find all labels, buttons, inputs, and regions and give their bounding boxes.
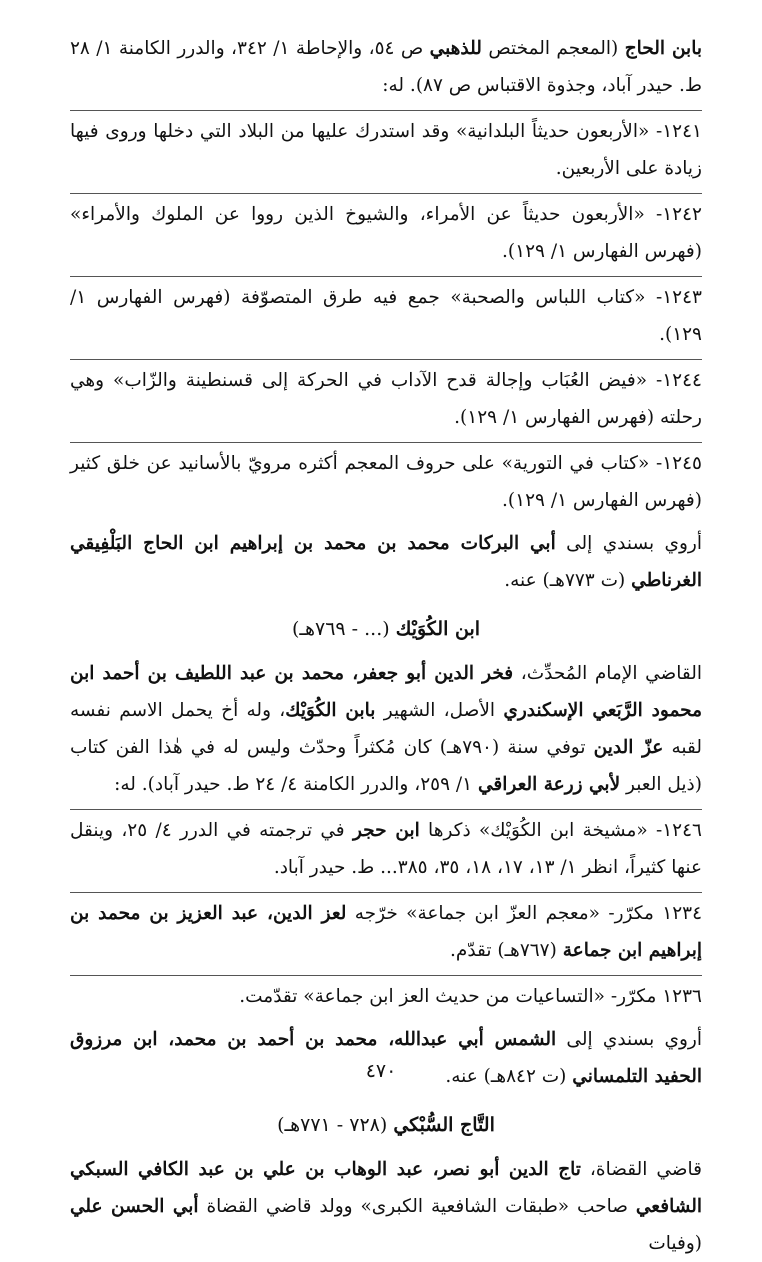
text-run: ١٢٣٤ مكرّر- «معجم العزّ ابن جماعة» خرّجه xyxy=(346,903,703,924)
bold-name: لأبي زرعة العراقي xyxy=(477,774,621,795)
text-run: في ترجمته في الدرر ٤/ ٢٥، وينقل عنها كثيراً، انظر ١/ ١٣، ١٧، ١٨، ٣٥، ٣٨٥... ط. حيدر آباد. xyxy=(70,820,702,878)
book-entry-1236-repeat: ١٢٣٦ مكرّر- «التساعيات من حديث العز ابن جماعة» تقدّمت. xyxy=(70,975,702,1015)
text-run: أروي بسندي إلى xyxy=(556,1029,702,1050)
text-run: (٧٦٧هـ) تقدّم. xyxy=(449,940,563,961)
page-number: ٤٧٠ xyxy=(365,1060,397,1082)
text-run: الأصل، الشهير xyxy=(375,700,504,721)
bold-name: أبي الحسن علي xyxy=(70,1196,199,1217)
book-entry-1244: ١٢٤٤- «فيض العُبَاب وإجالة قدح الآداب في الحركة إلى قسنطينة والزّاب» وهي رحلته (فهرس الفهارس ١/ ١٢٩). xyxy=(70,359,702,436)
text-run: صاحب «طبقات الشافعية الكبرى» وولد قاضي القضاة xyxy=(198,1196,636,1217)
bold-name: للذهبي xyxy=(429,38,482,59)
heading-dates: (٧٢٨ - ٧٧١هـ) xyxy=(277,1114,394,1136)
text-run: توفي سنة (٧٩٠هـ) كان مُكثراً وحدّث وليس له في هٰذا الفن كتاب (ذيل العبر xyxy=(70,737,702,795)
intro-paragraph xyxy=(70,30,702,104)
bold-name: ابن حجر xyxy=(352,820,420,841)
biography-paragraph xyxy=(70,1151,702,1262)
text-run: (ت ٧٧٣هـ) عنه. xyxy=(504,570,632,591)
text-run: (المعجم المختص xyxy=(481,38,625,59)
bold-name: عزّ الدين xyxy=(593,737,664,758)
bold-name: بابن الحاج xyxy=(624,38,702,59)
heading-name: ابن الكُوَيْك xyxy=(395,618,481,640)
heading-dates: (... - ٧٦٩هـ) xyxy=(291,618,396,640)
book-entry-1243: ١٢٤٣- «كتاب اللباس والصحبة» جمع فيه طرق المتصوّفة (فهرس الفهارس ١/ ١٢٩). xyxy=(70,276,702,353)
section-heading-taj-subki xyxy=(70,1105,702,1145)
text-run: ، وله أخ يحمل الاسم نفسه لقبه xyxy=(70,700,702,758)
biography-paragraph xyxy=(70,655,702,803)
text-run: (وفيات xyxy=(648,1233,702,1254)
book-entry-1241: ١٢٤١- «الأربعون حديثاً البلدانية» وقد استدرك عليها من البلاد التي دخلها وروى فيها زيادة على الأربعين. xyxy=(70,110,702,187)
heading-name: التَّاج السُّبْكي xyxy=(393,1114,495,1136)
text-run: ١/ ٢٥٩، والدرر الكامنة ٤/ ٢٤ ط. حيدر آباد). له: xyxy=(114,774,478,795)
text-run: ١٢٤٦- «مشيخة ابن الكُوَيْك» ذكرها xyxy=(419,820,702,841)
book-entry-1245: ١٢٤٥- «كتاب في التورية» على حروف المعجم أكثره مرويّ بالأسانيد عن خلق كثير (فهرس الفهارس ١/ ١٢٩). xyxy=(70,442,702,519)
text-run: قاضي القضاة، xyxy=(580,1159,702,1180)
bold-name: أبي البركات محمد بن محمد بن إبراهيم ابن الحاج البَلْفِيقي الغرناطي xyxy=(70,533,702,591)
text-run: القاضي الإمام المُحدِّث، xyxy=(513,663,703,684)
bold-name: تاج الدين أبو نصر، عبد الوهاب بن علي بن عبد الكافي السبكي الشافعي xyxy=(70,1159,702,1217)
book-entry-1246 xyxy=(70,809,702,886)
bold-name: الشمس أبي عبدالله، محمد بن أحمد بن محمد، ابن مرزوق الحفيد التلمساني xyxy=(70,1029,702,1087)
bold-name: لعز الدين، عبد العزيز بن محمد بن إبراهيم ابن جماعة xyxy=(70,903,702,961)
text-run: (ت ٨٤٢هـ) عنه. xyxy=(445,1066,573,1087)
book-entry-1234-repeat xyxy=(70,892,702,969)
text-run: ص ٥٤، والإحاطة ١/ ٣٤٢، والدرر الكامنة ١/ ٢٨ ط. حيدر آباد، وجذوة الاقتباس ص ٨٧). له: xyxy=(70,38,702,96)
isnad-paragraph xyxy=(70,1021,702,1095)
bold-name: بابن الكُوَيْك xyxy=(285,700,376,721)
bold-name: فخر الدين أبو جعفر، محمد بن عبد اللطيف بن أحمد ابن محمود الرَّبَعي الإسكندري xyxy=(70,663,702,721)
book-entry-1242: ١٢٤٢- «الأربعون حديثاً عن الأمراء، والشيوخ الذين رووا عن الملوك والأمراء» (فهرس الفهارس ١/ ١٢٩). xyxy=(70,193,702,270)
isnad-paragraph xyxy=(70,525,702,599)
section-heading-ibn-kuwayk xyxy=(70,609,702,649)
text-run: أروي بسندي إلى xyxy=(555,533,702,554)
